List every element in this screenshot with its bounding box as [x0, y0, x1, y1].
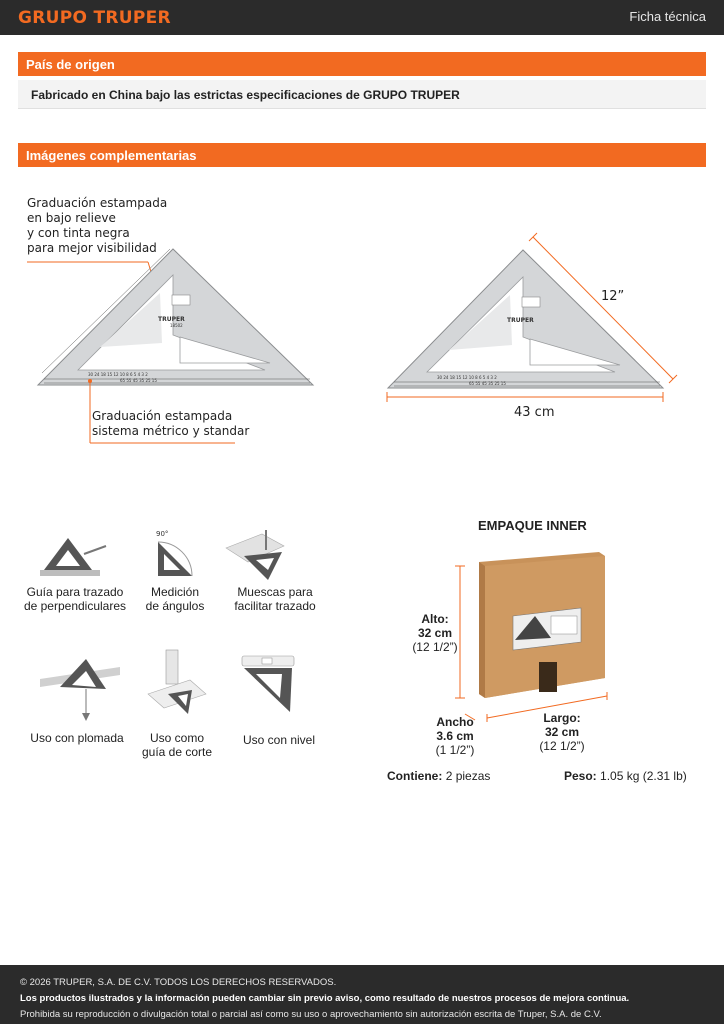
feature-level-caption: [224, 733, 334, 747]
feature-caption-line: de ángulos: [145, 599, 205, 613]
alto-imperial: (12 1/2”): [412, 640, 458, 654]
callout-top-line: para mejor visibilidad: [27, 241, 157, 255]
feature-caption-line: Uso con nivel: [242, 733, 316, 747]
plumb-bob-icon: [40, 655, 120, 725]
footer-legal: Prohibida su reproducción o divulgación total o parcial así como su uso o aprovechamiento sin autorización escrita de Truper, S.A. de C.V.: [20, 1009, 602, 1020]
largo-label: Largo:: [543, 711, 581, 725]
level-icon: [240, 652, 296, 718]
callout-bottom-line: Graduación estampada: [92, 409, 233, 423]
callout-top-line: en bajo relieve: [27, 211, 116, 225]
callout-bottom: [92, 409, 249, 439]
weight-value: 1.05 kg (2.31 lb): [600, 769, 687, 783]
callout-top-line: y con tinta negra: [27, 226, 130, 240]
square-code-text: 18502: [170, 323, 183, 328]
feature-caption-line: Medición: [150, 585, 200, 599]
notches-icon: [226, 530, 288, 582]
section-origin-title: País de origen: [18, 52, 706, 76]
svg-text:TRUPER: TRUPER: [507, 317, 534, 324]
feature-caption-line: guía de corte: [141, 745, 213, 759]
feature-caption-line: Guía para trazado: [26, 585, 124, 599]
footer-copyright: © 2026 TRUPER, S.A. DE C.V. TODOS LOS DERECHOS RESERVADOS.: [20, 977, 337, 988]
contents-label: Contiene:: [387, 769, 443, 783]
top-bar: [0, 0, 724, 35]
dimension-base: 43 cm: [514, 405, 555, 420]
feature-caption-line: Muescas para: [237, 585, 313, 599]
svg-text:65 55 45 35 25 15: 65 55 45 35 25 15: [469, 381, 506, 386]
alto-label: Alto:: [421, 612, 449, 626]
feature-angle-caption: [120, 585, 230, 613]
package-title: EMPAQUE INNER: [478, 518, 587, 533]
alto-value: 32 cm: [417, 626, 453, 640]
svg-text:30 24 18 15 12 10 8 6 5 4 3 2: 30 24 18 15 12 10 8 6 5 4 3 2: [437, 375, 497, 380]
footer: [0, 965, 724, 1024]
rafter-square-right: [385, 235, 675, 415]
feature-caption-line: Uso como: [149, 731, 205, 745]
feature-cut-caption: [122, 731, 232, 759]
angle-label: 90°: [156, 530, 169, 538]
largo-value: 32 cm: [544, 725, 580, 739]
package-largo: [532, 711, 592, 753]
svg-text:30 24 18 15 12 10 8 6 5 4 3 2: 30 24 18 15 12 10 8 6 5 4 3 2: [88, 372, 148, 377]
feature-notches-caption: [220, 585, 330, 613]
feature-guide-caption: [20, 585, 130, 613]
package-weight: [564, 769, 687, 783]
feature-caption-line: facilitar trazado: [234, 599, 316, 613]
brand-logo: GRUPO TRUPER: [18, 8, 171, 28]
package-contents: [387, 769, 490, 783]
guide-perpendicular-icon: [40, 532, 110, 582]
largo-imperial: (12 1/2”): [539, 739, 585, 753]
package-ancho: [425, 715, 485, 757]
feature-caption-line: Uso con plomada: [30, 731, 124, 745]
document-type: Ficha técnica: [629, 9, 706, 24]
ancho-imperial: (1 1/2”): [435, 743, 475, 757]
package-box: [455, 550, 615, 730]
feature-caption-line: de perpendiculares: [23, 599, 127, 613]
feature-plumb-caption: [22, 731, 132, 745]
dimension-side: 12”: [601, 289, 625, 304]
weight-label: Peso:: [564, 769, 597, 783]
package-alto: [405, 612, 465, 654]
angle-measure-icon: [152, 528, 202, 580]
section-images-title: Imágenes complementarias: [18, 143, 706, 167]
footer-notice: Los productos ilustrados y la información pueden cambiar sin previo aviso, como resultado de nuestros procesos de mejora continua.: [20, 993, 630, 1004]
square-brand-text: TRUPER: [158, 316, 185, 323]
callout-bottom-line: sistema métrico y standar: [92, 424, 250, 438]
origin-text: Fabricado en China bajo las estrictas especificaciones de GRUPO TRUPER: [18, 80, 706, 109]
ancho-label: Ancho: [436, 715, 474, 729]
svg-text:65 55 45 35 25 15: 65 55 45 35 25 15: [120, 378, 157, 383]
contents-value: 2 piezas: [445, 769, 491, 783]
callout-top-line: Graduación estampada: [27, 196, 168, 210]
ancho-value: 3.6 cm: [436, 729, 474, 743]
cutting-guide-icon: [148, 650, 208, 718]
